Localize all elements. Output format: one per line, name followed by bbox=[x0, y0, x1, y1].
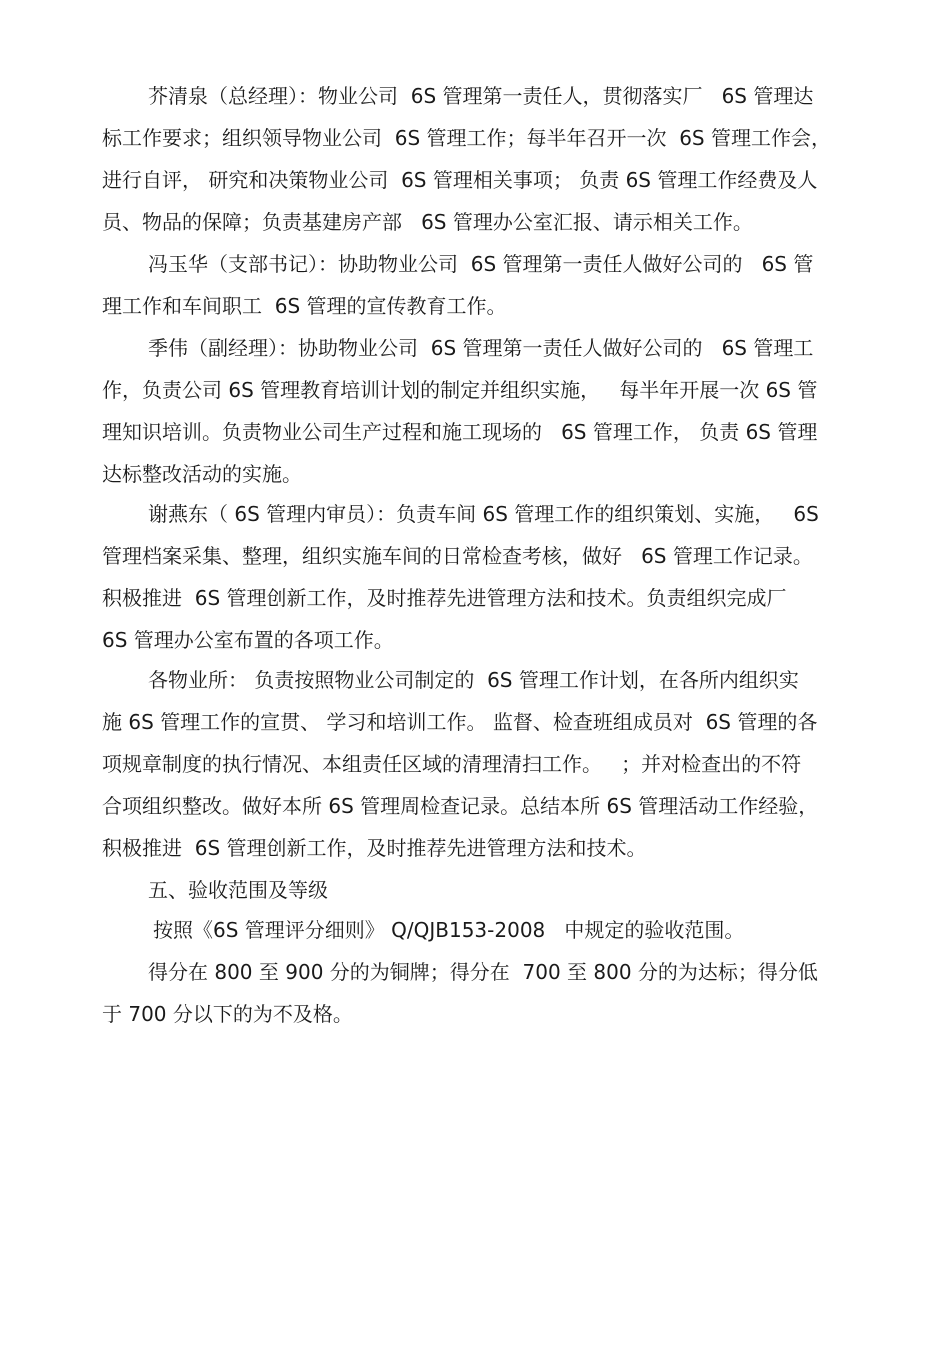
paragraph-1-line-4: 员、物品的保障；负责基建房产部 6S 管理办公室汇报、请示相关工作。 bbox=[102, 210, 753, 234]
paragraph-2-line-2: 理工作和车间职工 6S 管理的宣传教育工作。 bbox=[102, 294, 507, 318]
paragraph-4-line-3: 积极推进 6S 管理创新工作，及时推荐先进管理方法和技术。负责组织完成厂 bbox=[102, 586, 787, 610]
paragraph-3-line-3: 理知识培训。负责物业公司生产过程和施工现场的 6S 管理工作， 负责 6S 管理 bbox=[102, 420, 818, 444]
paragraph-5-line-1: 各物业所： 负责按照物业公司制定的 6S 管理工作计划，在各所内组织实 bbox=[148, 668, 799, 692]
paragraph-3-line-4: 达标整改活动的实施。 bbox=[102, 462, 302, 486]
paragraph-4-line-1: 谢燕东（ 6S 管理内审员）：负责车间 6S 管理工作的组织策划、实施， 6S bbox=[148, 502, 819, 526]
section-heading-acceptance: 五、验收范围及等级 bbox=[148, 878, 328, 902]
paragraph-1-line-1: 芥清泉（总经理）：物业公司 6S 管理第一责任人，贯彻落实厂 6S 管理达 bbox=[148, 84, 814, 108]
paragraph-7-line-1: 得分在 800 至 900 分的为铜牌；得分在 700 至 800 分的为达标；得分低 bbox=[148, 960, 818, 984]
paragraph-5-line-4: 合项组织整改。做好本所 6S 管理周检查记录。总结本所 6S 管理活动工作经验， bbox=[102, 794, 819, 818]
paragraph-4-line-2: 管理档案采集、整理，组织实施车间的日常检查考核，做好 6S 管理工作记录。 bbox=[102, 544, 813, 568]
paragraph-7-line-2: 于 700 分以下的为不及格。 bbox=[102, 1002, 353, 1026]
paragraph-5-line-2: 施 6S 管理工作的宣贯、 学习和培训工作。 监督、检查班组成员对 6S 管理的各 bbox=[102, 710, 818, 734]
paragraph-6-line-1: 按照《6S 管理评分细则》 Q/QJB153-2008 中规定的验收范围。 bbox=[153, 918, 745, 942]
paragraph-1-line-2: 标工作要求；组织领导物业公司 6S 管理工作；每半年召开一次 6S 管理工作会， bbox=[102, 126, 831, 150]
paragraph-5-line-3: 项规章制度的执行情况、本组责任区域的清理清扫工作。 ；并对检查出的不符 bbox=[102, 752, 802, 776]
paragraph-3-line-1: 季伟（副经理）：协助物业公司 6S 管理第一责任人做好公司的 6S 管理工 bbox=[148, 336, 814, 360]
paragraph-2-line-1: 冯玉华（支部书记）：协助物业公司 6S 管理第一责任人做好公司的 6S 管 bbox=[148, 252, 814, 276]
paragraph-3-line-2: 作，负责公司 6S 管理教育培训计划的制定并组织实施， 每半年开展一次 6S 管 bbox=[102, 378, 818, 402]
paragraph-1-line-3: 进行自评， 研究和决策物业公司 6S 管理相关事项； 负责 6S 管理工作经费及人 bbox=[102, 168, 818, 192]
paragraph-5-line-5: 积极推进 6S 管理创新工作，及时推荐先进管理方法和技术。 bbox=[102, 836, 647, 860]
paragraph-4-line-4: 6S 管理办公室布置的各项工作。 bbox=[102, 628, 394, 652]
